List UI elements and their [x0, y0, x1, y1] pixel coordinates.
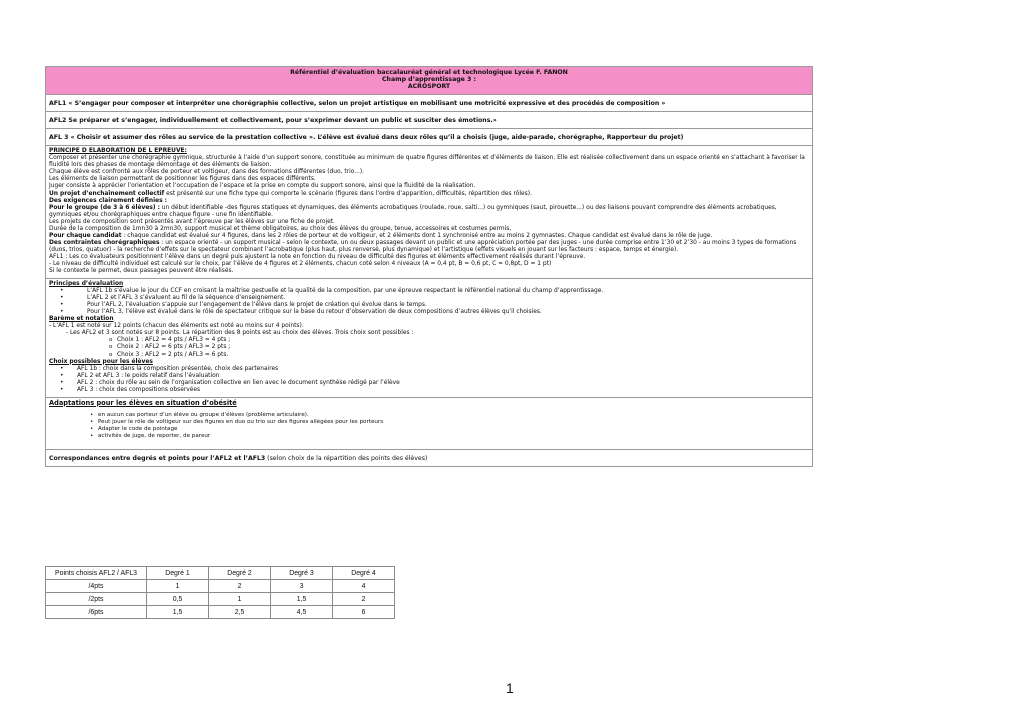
table-header-cell: Degré 4	[333, 567, 395, 580]
header-activity: ACROSPORT	[407, 83, 451, 91]
table-header-cell: Degré 2	[209, 567, 271, 580]
table-row	[46, 593, 395, 606]
principe-p2: Chaque élève est confronté aux rôles de porteur et voltigeur, dans des formations différentes (duo, trio...).	[49, 169, 365, 176]
principe-p11-text: : un espace orienté - un support musical - selon le contexte, un ou deux passages devant un public et une appréciation portée par des juges - une durée comprise entre 1’30 et 2’30 - au moins 3 types de formations (duos, trios, quatuor) - la recherche d’effets sur le spectateur combinant l’acrobatique (plus haut, plus renversé, plus dynamique) et l’artistique (effets visuels en jouant sur les facteurs : espace, temps et énergie).	[49, 239, 797, 253]
list-item: • L’AFL 1b s’évalue le jour du CCF en croisant la maîtrise gestuelle et la qualité de la composition, par une épreuve respectant le référentiel national du champ d’apprentissage.	[49, 288, 809, 295]
referentiel-frame	[45, 66, 813, 467]
list-item: • Pour l’AFL 2, l’évaluation s’appuie sur l’engagement de l’élève dans le projet de création qui évolue dans le temps.	[49, 302, 809, 309]
afl3-row	[46, 129, 812, 146]
header-champ: Champ d’apprentissage 3 :	[382, 76, 476, 84]
principe-p10	[49, 233, 809, 240]
table-row	[46, 606, 395, 619]
list-item: • AFL 3 : choix des compositions observées	[49, 387, 809, 394]
principe-p12: AFL1 : Les co évaluateurs positionnent l’élève dans un degré puis ajustent la note en fonction du niveau de difficulté des figures et éléments effectivement réalisés durant l’épreuve.	[49, 253, 586, 260]
table-cell: 0,5	[147, 593, 209, 606]
header-title: Référentiel d’évaluation baccalauréat général et technologique Lycée F. FANON	[290, 69, 568, 76]
table-cell: 2	[333, 593, 395, 606]
principe-p5	[49, 191, 809, 198]
bareme-choice-3: o Choix 3 : AFL2 = 2 pts / AFL3 = 6 pts.	[49, 352, 809, 359]
table-cell: 4,5	[271, 606, 333, 619]
adaptations-list	[49, 412, 809, 440]
table-header-cell: Points choisis AFL2 / AFL3	[46, 567, 147, 580]
principe-p7	[49, 205, 809, 219]
list-item: • AFL 1b : choix dans la composition présentée, choix des partenaires	[49, 366, 809, 373]
list-item: • Adapter le code de pointage	[89, 426, 809, 433]
correspondances-text: (selon choix de la répartition des points des élèves)	[265, 455, 428, 463]
table-header-cell: Degré 3	[271, 567, 333, 580]
principe-p5-bold: Un projet d’enchaînement collectif	[49, 190, 165, 197]
list-item: • Pour l’AFL 3, l’élève est évalué dans le rôle de spectateur critique sur la base du retour d’observation de deux compositions d’autres élèves qu’il choisies.	[49, 309, 809, 316]
table-cell: 6	[333, 606, 395, 619]
principe-p1: Composer et présenter une chorégraphie gymnique, structurée à l’aide d’un support sonore, constituée au minimum de quatre figures différentes et d’éléments de liaison. Elle est réalisée collectivement dans un espace orienté en s’attachant à favoriser la fluidité lors des phases de montage démontage et des éléments de liaison.	[49, 155, 805, 169]
principe-p9: Durée de la composition de 1mn30 à 2mn30, support musical et thème obligatoires, au choix des élèves du groupe, tenue, accessoires et costumes permis,	[49, 225, 512, 232]
principe-title: PRINCIPE D ELABORATION DE L EPREUVE:	[49, 148, 187, 155]
principe-p3: Les éléments de liaison permettant de positionner les figures dans des espaces différents.	[49, 176, 316, 183]
adaptations-title: Adaptations pour les élèves en situation d’obésité	[49, 398, 237, 407]
bareme-line2: - Les AFL2 et 3 sont notés sur 8 points. La répartition des 8 points est au choix des élèves. Trois choix sont possibles :	[66, 330, 414, 337]
list-item: • en aucun cas porteur d’un élève ou groupe d’élèves (problème articulaire).	[89, 412, 809, 419]
principe-p4: Juger consiste à apprécier l’orientation et l’occupation de l’espace et la prise en compte du support sonore, ainsi que la fluidité de la réalisation.	[49, 183, 476, 190]
afl1-row: AFL1 « S’engager pour composer et interpréter une chorégraphie collective, selon un projet artistique en mobilisant une motricité expressive et des procédés de composition »	[46, 95, 812, 112]
bareme-line1: - L’AFL 1 est noté sur 12 points (chacun des éléments est noté au moins sur 4 points).	[49, 323, 304, 330]
degrees-table	[45, 566, 395, 619]
choix-list	[49, 366, 809, 394]
principe-p11-bold: Des contraintes chorégraphiques	[49, 239, 160, 246]
table-cell: /6pts	[46, 606, 147, 619]
principe-p10-text: : chaque candidat est évalué sur 4 figures, dans les 2 rôles de porteur et de voltigeur, et 2 éléments dont 1 synchronisé entre au moins 2 gymnastes. Chaque candidat est évalué dans le rôle de juge.	[121, 232, 713, 239]
correspondances-row	[46, 450, 812, 466]
bareme-title: Barème et notation	[49, 316, 114, 323]
table-cell: 1,5	[147, 606, 209, 619]
list-item: • AFL 2 et AFL 3 : le poids relatif dans l’évaluation	[49, 373, 809, 380]
principes-eval-title: Principes d’évaluation	[49, 281, 124, 288]
table-cell: 3	[271, 580, 333, 593]
list-item: • AFL 2 : choix du rôle au sein de l’organisation collective en lien avec le document synthèse rédigé par l’élève	[49, 380, 809, 387]
bareme-choice-2: o Choix 2 : AFL2 = 6 pts / AFL3 = 2 pts ;	[49, 344, 809, 351]
bareme-choice-1: o Choix 1 : AFL2 = 4 pts / AFL3 = 4 pts ;	[49, 337, 809, 344]
table-cell: 2	[209, 580, 271, 593]
principe-p14: Si le contexte le permet, deux passages peuvent être réalisés.	[49, 268, 234, 275]
table-cell: 1,5	[271, 593, 333, 606]
table-header-cell: Degré 1	[147, 567, 209, 580]
table-cell: /2pts	[46, 593, 147, 606]
table-cell: 1	[147, 580, 209, 593]
principe-section	[46, 146, 812, 279]
afl2-row: AFL2 Se préparer et s’engager, individuellement et collectivement, pour s’exprimer devant un public et susciter des émotions.»	[46, 112, 812, 129]
afl3-text: AFL 3 « Choisir et assumer des rôles au service de la prestation collective ». L’élève est évalué dans deux rôles qu’il a choisis (juge, aide-parade, chorégraphe, Rapporteur du projet)	[49, 134, 684, 142]
table-row	[46, 580, 395, 593]
table-cell: /4pts	[46, 580, 147, 593]
document-header	[46, 67, 812, 95]
list-item: • activités de juge, de reporter, de pareur	[89, 433, 809, 440]
principe-p5-text: est présenté sur une fiche type qui comporte le scénario (figures dans l’ordre d’apparition, difficultés, répartition des rôles).	[164, 190, 532, 197]
principe-p8: Les projets de composition sont présentés avant l’épreuve par les élèves sur une fiche de projet.	[49, 218, 335, 225]
table-cell: 2,5	[209, 606, 271, 619]
choix-title: Choix possibles pour les élèves	[49, 358, 153, 365]
correspondances-bold: Correspondances entre degrés et points pour l’AFL2 et l’AFL3	[49, 455, 266, 463]
list-item: • L’AFL 2 et l’AFL 3 s’évaluent au fil de la séquence d’enseignement.	[49, 295, 809, 302]
principe-p11	[49, 240, 809, 254]
page-number: 1	[506, 680, 514, 696]
table-header-row	[46, 567, 395, 580]
principes-eval-list	[49, 288, 809, 316]
table-cell: 4	[333, 580, 395, 593]
principe-p7-bold: Pour le groupe (de 3 à 6 élèves) :	[49, 204, 160, 211]
table-cell: 1	[209, 593, 271, 606]
adaptations-section	[46, 398, 812, 450]
evaluation-section	[46, 279, 812, 398]
principe-p13: - Le niveau de difficulté individuel est calculé sur le choix, par l’élève de 4 figures et 2 éléments, chacun coté selon 4 niveaux (A = 0,4 pt, B = 0,6 pt, C = 0,8pt, D = 1 pt)	[49, 260, 552, 267]
principe-p6: Des exigences clairement définies :	[49, 197, 168, 204]
principe-p10-bold: Pour chaque candidat	[49, 232, 122, 239]
list-item: • Peut jouer le rôle de voltigeur sur des figures en duo ou trio sur des figures allégées pour les porteurs	[89, 419, 809, 426]
principe-p7-text: un début identifiable -des figures statiques et dynamiques, des éléments acrobatiques (roulade, roue, salti...) ou gymniques (saut, pirouette...) ou des liaisons pouvant comprendre des éléments acrobatiques, gymniques et/ou chorégraphiques entre chaque figure - une fin identifiable.	[49, 204, 777, 218]
